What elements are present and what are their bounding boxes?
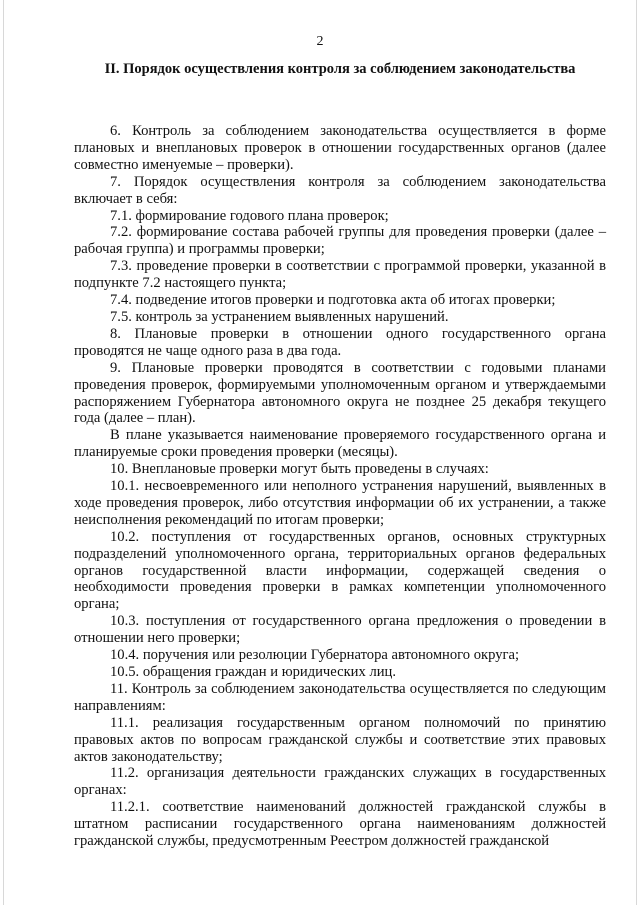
paragraph-10-4: 10.4. поручения или резолюции Губернатора автономного округа; — [110, 647, 520, 664]
page-right-edge — [636, 0, 637, 905]
page-left-edge — [3, 0, 4, 905]
paragraph-10-2: 10.2. поступления от государственных органов, основных структурных подразделений уполномоченного органа, территориальных органов федеральных органов государственной власти информации, содержащей сведения о необходимости проведения проверки в рамках компетенции уполномоченного органа; — [74, 528, 606, 613]
paragraph-10-3: 10.3. поступления от государственного органа предложения о проведении в отношении него проверки; — [74, 613, 606, 647]
document-body — [74, 123, 606, 850]
page-number: 2 — [316, 34, 324, 49]
paragraph-7-5: 7.5. контроль за устранением выявленных нарушений. — [110, 308, 449, 325]
paragraph-9-plan: В плане указывается наименование проверяемого государственного органа и планируемые сроки проведения проверки (месяцы). — [74, 427, 606, 461]
paragraph-7-1: 7.1. формирование годового плана проверок; — [110, 207, 389, 224]
paragraph-6: 6. Контроль за соблюдением законодательства осуществляется в форме плановых и внеплановых проверок в отношении государственных органов (далее совместно именуемые – проверки). — [74, 123, 606, 173]
paragraph-7: 7. Порядок осуществления контроля за соблюдением законодательства включает в себя: — [74, 173, 606, 207]
paragraph-9: 9. Плановые проверки проводятся в соответствии с годовыми планами проведения проверок, формируемыми уполномоченным органом и утверждаемыми распоряжением Губернатора автономного округа не позднее 25 декабря текущего года (далее – план). — [74, 359, 606, 427]
paragraph-7-2: 7.2. формирование состава рабочей группы для проведения проверки (далее – рабочая группа) и программы проверки; — [74, 224, 606, 258]
paragraph-7-3: 7.3. проведение проверки в соответствии с программой проверки, указанной в подпункте 7.2 настоящего пункта; — [74, 258, 606, 292]
section-heading: II. Порядок осуществления контроля за соблюдением законодательства — [104, 61, 576, 77]
paragraph-10-1: 10.1. несвоевременного или неполного устранения нарушений, выявленных в ходе проведения проверок, либо отсутствия информации об их устранении, а также неисполнения рекомендаций по итогам проверки; — [74, 478, 606, 528]
paragraph-11-2-1: 11.2.1. соответствие наименований должностей гражданской службы в штатном расписании государственного органа наименованиям должностей гражданской службы, предусмотренным Реестром должностей гражданской — [74, 799, 606, 850]
paragraph-11-1: 11.1. реализация государственным органом полномочий по принятию правовых актов по вопросам гражданской службы и соответствие этих правовых актов законодательству; — [74, 714, 606, 765]
paragraph-7-4: 7.4. подведение итогов проверки и подготовка акта об итогах проверки; — [110, 292, 556, 309]
paragraph-8: 8. Плановые проверки в отношении одного государственного органа проводятся не чаще одного раза в два года. — [74, 325, 606, 359]
paragraph-11: 11. Контроль за соблюдением законодательства осуществляется по следующим направлениям: — [74, 680, 606, 714]
paragraph-10-5: 10.5. обращения граждан и юридических лиц. — [110, 664, 396, 680]
paragraph-10: 10. Внеплановые проверки могут быть проведены в случаях: — [110, 461, 489, 478]
paragraph-11-2: 11.2. организация деятельности гражданских служащих в государственных органах: — [74, 765, 606, 799]
